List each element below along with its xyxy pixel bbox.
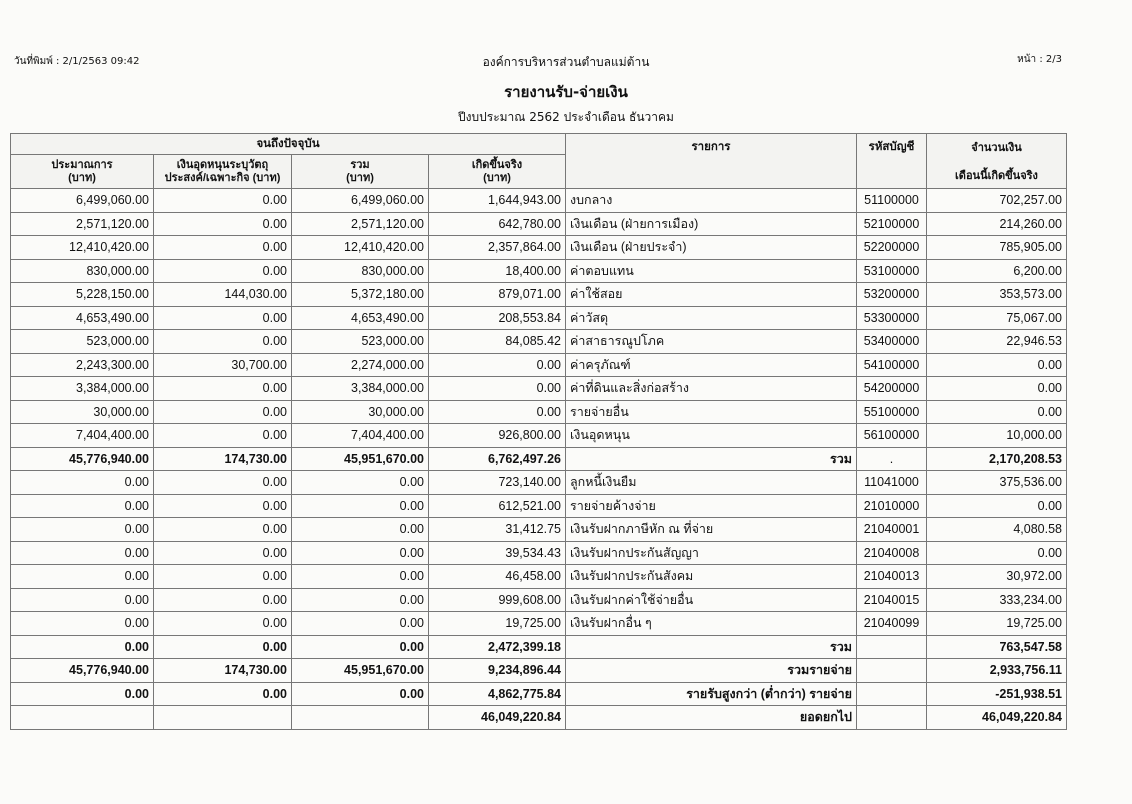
cell-amount: 2,933,756.11 [927,659,1067,683]
col-header-subsidy: เงินอุดหนุนระบุวัตถุ ประสงค์/เฉพาะกิจ (บาท) [154,155,292,189]
cell-code: 21040001 [857,518,927,542]
page-number: หน้า : 2/3 [1017,54,1062,65]
total-expense-label: รวมรายจ่าย [566,659,857,683]
cell-amount: 785,905.00 [927,236,1067,260]
cell-sum: 6,499,060.00 [292,189,429,213]
cell-actual: 84,085.42 [429,330,566,354]
cell-code: 54100000 [857,353,927,377]
cell-sum: 523,000.00 [292,330,429,354]
cell-amount: 6,200.00 [927,259,1067,283]
total-label: รวม [566,447,857,471]
cell-actual: 39,534.43 [429,541,566,565]
cell-estimate: 0.00 [11,682,154,706]
table-row [11,330,1067,354]
cell-sum: 12,410,420.00 [292,236,429,260]
cell-sum: 0.00 [292,471,429,495]
cell-sum: 45,951,670.00 [292,447,429,471]
carry-forward-label: ยอดยกไป [566,706,857,730]
cell-item: ลูกหนี้เงินยืม [566,471,857,495]
table-row [11,259,1067,283]
cell-code: 21040099 [857,612,927,636]
cell-estimate: 0.00 [11,494,154,518]
cell-subsidy: 0.00 [154,565,292,589]
cell-amount: 2,170,208.53 [927,447,1067,471]
cell-item: ค่าใช้สอย [566,283,857,307]
cell-item: เงินรับฝากภาษีหัก ณ ที่จ่าย [566,518,857,542]
amount-header-label: จำนวนเงิน [971,142,1022,154]
col-header-actual: เกิดขึ้นจริง (บาท) [429,155,566,189]
cell-amount: 75,067.00 [927,306,1067,330]
cell-item: เงินเดือน (ฝ่ายประจำ) [566,236,857,260]
table-row [11,189,1067,213]
cell-actual: 19,725.00 [429,612,566,636]
total-row-other [11,635,1067,659]
cell-estimate: 7,404,400.00 [11,424,154,448]
cell-code [857,706,927,730]
cell-sum: 0.00 [292,588,429,612]
cell-amount: 46,049,220.84 [927,706,1067,730]
cell-subsidy: 0.00 [154,330,292,354]
cell-estimate: 0.00 [11,635,154,659]
cell-item: ค่าตอบแทน [566,259,857,283]
cell-sum: 0.00 [292,518,429,542]
cell-estimate: 5,228,150.00 [11,283,154,307]
cell-actual: 2,472,399.18 [429,635,566,659]
ledger-table [10,133,1067,730]
print-date: วันที่พิมพ์ : 2/1/2563 09:42 [14,56,140,67]
table-row [11,588,1067,612]
cell-actual: 31,412.75 [429,518,566,542]
cell-actual: 208,553.84 [429,306,566,330]
cell-estimate: 0.00 [11,612,154,636]
cell-sum: 3,384,000.00 [292,377,429,401]
table-row [11,565,1067,589]
amount-header-sub: เดือนนี้เกิดขึ้นจริง [955,170,1038,182]
cell-amount: 0.00 [927,353,1067,377]
cell-estimate: 0.00 [11,588,154,612]
cell-amount: 375,536.00 [927,471,1067,495]
cell-subsidy: 0.00 [154,635,292,659]
cell-code: 53300000 [857,306,927,330]
cell-subsidy: 0.00 [154,377,292,401]
cell-sum: 7,404,400.00 [292,424,429,448]
cell-amount: 763,547.58 [927,635,1067,659]
cell-sum: 0.00 [292,682,429,706]
cell-estimate: 0.00 [11,565,154,589]
cell-actual: 879,071.00 [429,283,566,307]
header-row-group [11,134,1067,155]
table-row [11,377,1067,401]
cell-amount: 0.00 [927,494,1067,518]
cell-amount: 0.00 [927,400,1067,424]
cell-amount: 214,260.00 [927,212,1067,236]
table-row [11,541,1067,565]
col-header-estimate: ประมาณการ (บาท) [11,155,154,189]
carry-forward-row [11,706,1067,730]
cell-actual: 612,521.00 [429,494,566,518]
cell-item: เงินเดือน (ฝ่ายการเมือง) [566,212,857,236]
table-row [11,353,1067,377]
cell-subsidy: 0.00 [154,494,292,518]
cell-actual: 0.00 [429,353,566,377]
cell-code: 53200000 [857,283,927,307]
cell-sum [292,706,429,730]
cell-estimate: 12,410,420.00 [11,236,154,260]
table-row [11,424,1067,448]
cell-code: 52200000 [857,236,927,260]
report-title: รายงานรับ-จ่ายเงิน [504,83,628,101]
cell-item: ค่าที่ดินและสิ่งก่อสร้าง [566,377,857,401]
cell-code: 51100000 [857,189,927,213]
col-header-sum: รวม (บาท) [292,155,429,189]
cell-actual: 9,234,896.44 [429,659,566,683]
cell-code [857,682,927,706]
cell-estimate: 0.00 [11,541,154,565]
cell-estimate: 2,243,300.00 [11,353,154,377]
col-header-amount [927,134,1067,189]
cell-code: 52100000 [857,212,927,236]
cell-amount: 19,725.00 [927,612,1067,636]
table-row [11,236,1067,260]
cell-actual: 0.00 [429,377,566,401]
table-row [11,612,1067,636]
cell-item: รายจ่ายค้างจ่าย [566,494,857,518]
cell-sum: 0.00 [292,635,429,659]
cell-sum: 2,571,120.00 [292,212,429,236]
cell-subsidy: 174,730.00 [154,659,292,683]
report-subtitle: ปีงบประมาณ 2562 ประจำเดือน ธันวาคม [458,110,674,124]
cell-sum: 0.00 [292,494,429,518]
cell-sum: 4,653,490.00 [292,306,429,330]
cell-code: 53100000 [857,259,927,283]
cell-actual: 1,644,943.00 [429,189,566,213]
cell-amount: 702,257.00 [927,189,1067,213]
cell-item: งบกลาง [566,189,857,213]
table-row [11,283,1067,307]
cell-actual: 926,800.00 [429,424,566,448]
table-row [11,306,1067,330]
cell-subsidy: 0.00 [154,236,292,260]
table-row [11,494,1067,518]
cell-subsidy: 0.00 [154,306,292,330]
cell-amount: 353,573.00 [927,283,1067,307]
cell-actual: 723,140.00 [429,471,566,495]
cell-subsidy: 0.00 [154,588,292,612]
cell-amount: 0.00 [927,541,1067,565]
cell-actual: 6,762,497.26 [429,447,566,471]
cell-sum: 0.00 [292,565,429,589]
cell-estimate: 6,499,060.00 [11,189,154,213]
group-header-to-date: จนถึงปัจจุบัน [11,134,566,155]
cell-subsidy: 0.00 [154,400,292,424]
cell-subsidy: 0.00 [154,518,292,542]
cell-code: 11041000 [857,471,927,495]
cell-code: 21040013 [857,565,927,589]
cell-code: 21040015 [857,588,927,612]
cell-estimate [11,706,154,730]
cell-code [857,659,927,683]
cell-subsidy: 0.00 [154,259,292,283]
cell-amount: 333,234.00 [927,588,1067,612]
cell-item: ค่าสาธารณูปโภค [566,330,857,354]
cell-sum: 45,951,670.00 [292,659,429,683]
cell-subsidy: 0.00 [154,612,292,636]
cell-sum: 0.00 [292,541,429,565]
cell-item: เงินอุดหนุน [566,424,857,448]
cell-actual: 46,458.00 [429,565,566,589]
cell-actual: 4,862,775.84 [429,682,566,706]
cell-subsidy: 0.00 [154,682,292,706]
cell-actual: 2,357,864.00 [429,236,566,260]
cell-subsidy: 0.00 [154,471,292,495]
cell-item: เงินรับฝากค่าใช้จ่ายอื่น [566,588,857,612]
cell-amount: 22,946.53 [927,330,1067,354]
cell-subsidy: 0.00 [154,212,292,236]
cell-actual: 0.00 [429,400,566,424]
cell-subsidy [154,706,292,730]
cell-actual: 18,400.00 [429,259,566,283]
cell-estimate: 45,776,940.00 [11,447,154,471]
table-row [11,212,1067,236]
cell-item: เงินรับฝากประกันสัญญา [566,541,857,565]
cell-subsidy: 174,730.00 [154,447,292,471]
cell-item: เงินรับฝากอื่น ๆ [566,612,857,636]
cell-estimate: 30,000.00 [11,400,154,424]
cell-item: ค่าครุภัณฑ์ [566,353,857,377]
cell-code: 55100000 [857,400,927,424]
cell-subsidy: 0.00 [154,424,292,448]
cell-amount: -251,938.51 [927,682,1067,706]
cell-actual: 999,608.00 [429,588,566,612]
cell-estimate: 2,571,120.00 [11,212,154,236]
cell-amount: 30,972.00 [927,565,1067,589]
cell-code: 21010000 [857,494,927,518]
cell-sum: 830,000.00 [292,259,429,283]
cell-actual: 642,780.00 [429,212,566,236]
cell-item: ค่าวัสดุ [566,306,857,330]
cell-code: . [857,447,927,471]
cell-estimate: 523,000.00 [11,330,154,354]
surplus-label: รายรับสูงกว่า (ต่ำกว่า) รายจ่าย [566,682,857,706]
cell-subsidy: 144,030.00 [154,283,292,307]
cell-subsidy: 0.00 [154,189,292,213]
cell-amount: 10,000.00 [927,424,1067,448]
total-label: รวม [566,635,857,659]
table-row [11,471,1067,495]
cell-estimate: 830,000.00 [11,259,154,283]
cell-subsidy: 30,700.00 [154,353,292,377]
cell-item: รายจ่ายอื่น [566,400,857,424]
cell-code: 21040008 [857,541,927,565]
cell-code: 54200000 [857,377,927,401]
cell-code: 53400000 [857,330,927,354]
col-header-item: รายการ [566,134,857,189]
cell-item: เงินรับฝากประกันสังคม [566,565,857,589]
col-header-account-code: รหัสบัญชี [857,134,927,189]
table-row [11,400,1067,424]
surplus-row [11,682,1067,706]
cell-code [857,635,927,659]
total-expense-row [11,659,1067,683]
cell-estimate: 0.00 [11,518,154,542]
cell-sum: 30,000.00 [292,400,429,424]
total-row-expenses [11,447,1067,471]
cell-subsidy: 0.00 [154,541,292,565]
cell-sum: 5,372,180.00 [292,283,429,307]
table-row [11,518,1067,542]
cell-estimate: 3,384,000.00 [11,377,154,401]
cell-estimate: 0.00 [11,471,154,495]
cell-amount: 0.00 [927,377,1067,401]
cell-sum: 2,274,000.00 [292,353,429,377]
cell-code: 56100000 [857,424,927,448]
cell-sum: 0.00 [292,612,429,636]
cell-actual: 46,049,220.84 [429,706,566,730]
cell-estimate: 45,776,940.00 [11,659,154,683]
cell-estimate: 4,653,490.00 [11,306,154,330]
cell-amount: 4,080.58 [927,518,1067,542]
organization-name: องค์การบริหารส่วนตำบลแม่ต้าน [482,55,650,69]
